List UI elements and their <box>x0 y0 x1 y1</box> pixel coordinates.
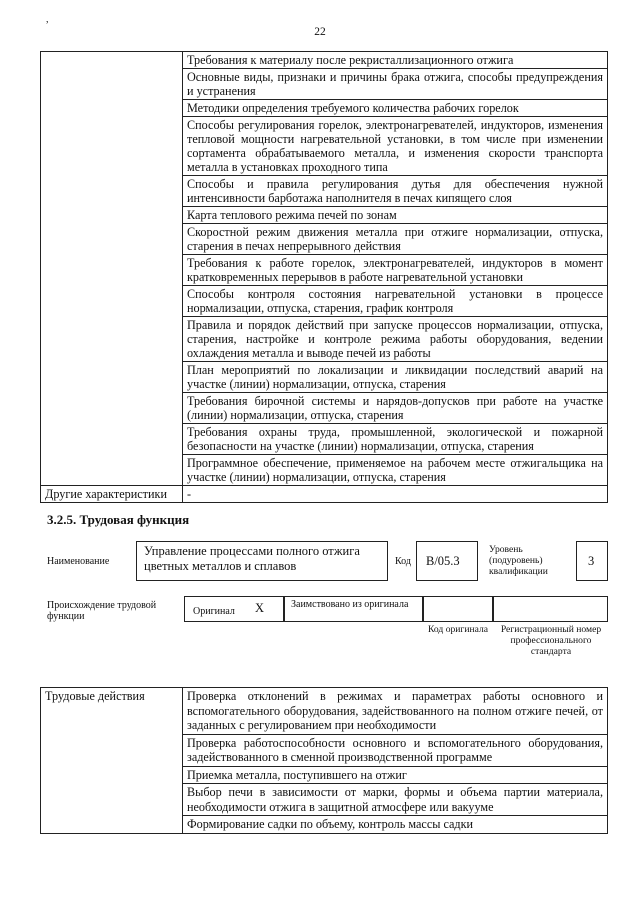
code-value: B/05.3 <box>426 554 460 568</box>
requirement-cell: Способы регулирования горелок, электронагревателей, индукторов, изменения тепловой мощности нагревательной установки, в том числе при изменении сортамента обрабатываемого металла, и изменения скорости транспорта металла в установках проходного типа <box>183 117 608 176</box>
original-box <box>184 596 284 622</box>
requirement-cell: Способы контроля состояния нагревательной установки в процессе нормализации, отпуска, старения, график контроля <box>183 286 608 317</box>
knowledge-table <box>40 51 608 503</box>
requirement-cell: Требования к материалу после рекристаллизационного отжига <box>183 52 608 69</box>
requirement-cell: Требования охраны труда, промышленной, экологической и пожарной безопасности на участке (линии) нормализации, отпуска, старения <box>183 424 608 455</box>
labor-actions-table <box>40 687 608 834</box>
labor-action-cell: Формирование садки по объему, контроль массы садки <box>183 816 608 834</box>
borrowed-box <box>284 596 423 622</box>
reg-number-caption: Регистрационный номер профессионального стандарта <box>500 624 602 657</box>
left-empty-cell <box>41 52 183 486</box>
function-name: Управление процессами полного отжига цветных металлов и сплавов <box>144 544 360 573</box>
borrowed-label: Заимствовано из оригинала <box>291 599 409 610</box>
other-characteristics-value: - <box>183 486 608 503</box>
requirement-cell: Требования к работе горелок, электронагревателей, индукторов в момент кратковременных перерывов в работе нагревательной установки <box>183 255 608 286</box>
corner-mark: , <box>46 14 49 25</box>
origin-label: Происхождение трудовой функции <box>47 600 157 622</box>
reg-number-box <box>493 596 608 622</box>
requirement-cell: Способы и правила регулирования дутья для обеспечения нужной интенсивности барботажа наполнителя в печах кипящего слоя <box>183 176 608 207</box>
table-row <box>41 688 608 735</box>
original-mark: X <box>255 601 265 615</box>
labor-actions-label: Трудовые действия <box>41 688 183 834</box>
requirement-cell: Карта теплового режима печей по зонам <box>183 207 608 224</box>
labor-action-cell: Выбор печи в зависимости от марки, формы и объема партии материала, необходимости отжига в защитной атмосфере или вакууме <box>183 784 608 816</box>
labor-action-cell: Проверка работоспособности основного и вспомогательного оборудования, задействованного в сменной производственной программе <box>183 734 608 766</box>
requirement-cell: Требования бирочной системы и нарядов-допусков при работе на участке (линии) нормализации, отпуска, старения <box>183 393 608 424</box>
code-box <box>416 541 478 581</box>
labor-action-cell: Проверка отклонений в режимах и параметрах работы основного и вспомогательного оборудования, задействованного на полном отжиге печей, от заданных с регулированием при необходимости <box>183 688 608 735</box>
table-row <box>41 486 608 503</box>
code-label: Код <box>395 556 411 567</box>
other-characteristics-label: Другие характеристики <box>41 486 183 503</box>
requirement-cell: Правила и порядок действий при запуске процессов нормализации, отпуска, старения, настройке и контроле режима работы оборудования, ведении охлаждения металла и выводе печей из работы <box>183 317 608 362</box>
table-row <box>41 52 608 69</box>
requirement-cell: Программное обеспечение, применяемое на рабочем месте отжигальщика на участке (линии) нормализации, отпуска, старения <box>183 455 608 486</box>
original-label: Оригинал <box>193 606 235 617</box>
page-number: 22 <box>314 26 326 38</box>
requirement-cell: Скоростной режим движения металла при отжиге нормализации, отпуска, старения в печах непрерывного действия <box>183 224 608 255</box>
code-original-caption: Код оригинала <box>427 624 489 635</box>
requirement-cell: Методики определения требуемого количества рабочих горелок <box>183 100 608 117</box>
requirement-cell: План мероприятий по локализации и ликвидации последствий аварий на участке (линии) нормализации, отпуска, старения <box>183 362 608 393</box>
requirement-cell: Основные виды, признаки и причины брака отжига, способы предупреждения и устранения <box>183 69 608 100</box>
code-original-box <box>423 596 493 622</box>
section-title: 3.2.5. Трудовая функция <box>47 512 190 527</box>
level-value: 3 <box>588 554 595 568</box>
labor-action-cell: Приемка металла, поступившего на отжиг <box>183 766 608 784</box>
name-box <box>136 541 388 581</box>
name-label: Наименование <box>47 556 110 567</box>
level-label: Уровень (подуровень) квалификации <box>489 544 548 577</box>
level-box <box>576 541 608 581</box>
